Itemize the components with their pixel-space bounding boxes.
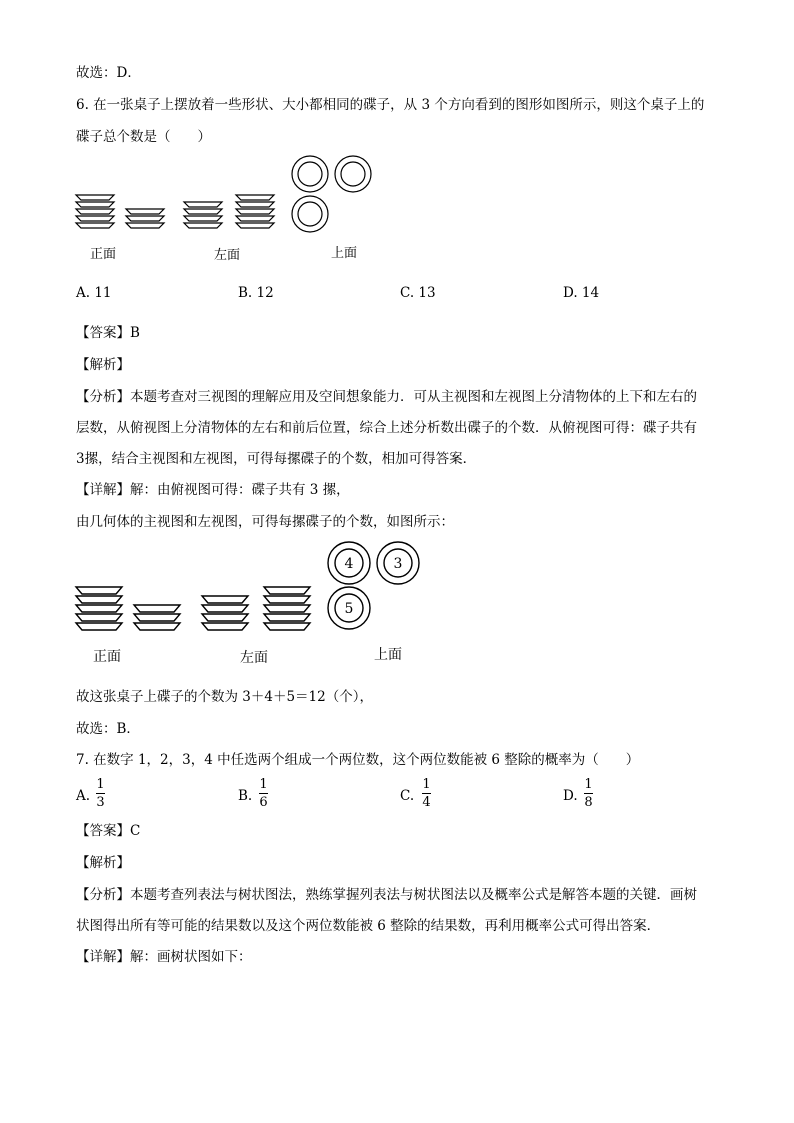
analysis-text: 状图得出所有等可能的结果数以及这个两位数能被 6 整除的结果数，再利用概率公式可得出答案． (76, 918, 661, 934)
option-b-letter: B. (238, 788, 253, 804)
plate-stack-left-view-b (264, 587, 310, 630)
plate-stack-left-view-a (202, 596, 248, 630)
numerator: 1 (259, 777, 268, 792)
fraction-bar (422, 793, 431, 794)
answer-label: 【答案】B (76, 325, 140, 341)
fraction-bar (584, 793, 593, 794)
option-b-fraction (259, 777, 268, 810)
option-a-letter: A. (76, 788, 91, 804)
result-text: 故这张桌子上碟子的个数为 3＋4＋5＝12（个）， (76, 689, 373, 705)
option-d: D. 14 (563, 285, 600, 301)
option-d-letter: D. (563, 788, 578, 804)
detail-text: 由几何体的主视图和左视图，可得每摞碟子的个数，如图所示： (76, 514, 454, 530)
option-a-fraction (96, 777, 105, 810)
question-6-text: 6. 在一张桌子上摆放着一些形状、大小都相同的碟子，从 3 个方向看到的图形如图所示，则这个桌子上的 (76, 97, 705, 113)
front-view-label: 正面 (93, 649, 121, 665)
numerator: 1 (584, 777, 593, 792)
plate-stack-front-right (126, 209, 164, 228)
option-d-fraction (584, 777, 593, 810)
denominator: 6 (259, 795, 268, 810)
numerator: 1 (96, 777, 105, 792)
question-6-text: 碟子总个数是（ ） (76, 129, 211, 145)
plate-stack-left-view-b (236, 195, 274, 228)
numerator: 1 (422, 777, 431, 792)
front-view-label: 正面 (90, 247, 117, 262)
fraction-bar (96, 793, 105, 794)
analysis-text: 3摞，结合主视图和左视图，可得每摞碟子的个数，相加可得答案． (76, 451, 477, 467)
left-view-label: 左面 (240, 650, 268, 666)
stack-count-label: 3 (393, 556, 403, 572)
selection-text: 故选：B． (76, 721, 140, 737)
denominator: 4 (422, 795, 431, 810)
option-b: B. 12 (238, 285, 274, 301)
three-views-figure (60, 150, 400, 270)
option-c: C. 13 (400, 285, 436, 301)
analysis-text: 【分析】本题考查对三视图的理解应用及空间想象能力．可从主视图和左视图上分清物体的上下和左右的 (76, 389, 697, 405)
plate-stack-front-left (76, 195, 114, 228)
detail-text: 【详解】解：画树状图如下： (76, 949, 252, 965)
stack-count-label: 5 (344, 601, 354, 617)
analysis-text: 层数，从俯视图上分清物体的左右和前后位置，综合上述分析数出碟子的个数．从俯视图可得：碟子共有 (76, 420, 697, 436)
top-view-label: 上面 (374, 647, 402, 663)
top-view-circles (328, 542, 419, 629)
detail-text: 【详解】解：由俯视图可得：碟子共有 3 摞， (76, 482, 350, 498)
top-view-label: 上面 (331, 246, 358, 261)
stack-count-label: 4 (344, 556, 354, 572)
denominator: 3 (96, 795, 105, 810)
three-views-figure-with-counts (60, 540, 420, 675)
text-line: 故选：D． (76, 65, 141, 81)
plate-stack-front-left (76, 587, 122, 630)
fraction-bar (259, 793, 268, 794)
option-a: A. 11 (76, 285, 112, 301)
answer-label: 【答案】C (76, 823, 141, 839)
analysis-heading: 【解析】 (76, 357, 130, 373)
left-view-label: 左面 (214, 248, 241, 263)
top-view-circles (292, 156, 371, 232)
plate-stack-front-right (134, 605, 180, 630)
analysis-text: 【分析】本题考查列表法与树状图法，熟练掌握列表法与树状图法以及概率公式是解答本题的关键．画树 (76, 887, 697, 903)
option-c-letter: C. (400, 788, 415, 804)
plate-stack-left-view-a (184, 202, 222, 228)
option-c-fraction (422, 777, 431, 810)
analysis-heading: 【解析】 (76, 855, 130, 871)
denominator: 8 (584, 795, 593, 810)
question-7-text: 7. 在数字 1，2，3，4 中任选两个组成一个两位数，这个两位数能被 6 整除的概率为（ ） (76, 752, 640, 768)
